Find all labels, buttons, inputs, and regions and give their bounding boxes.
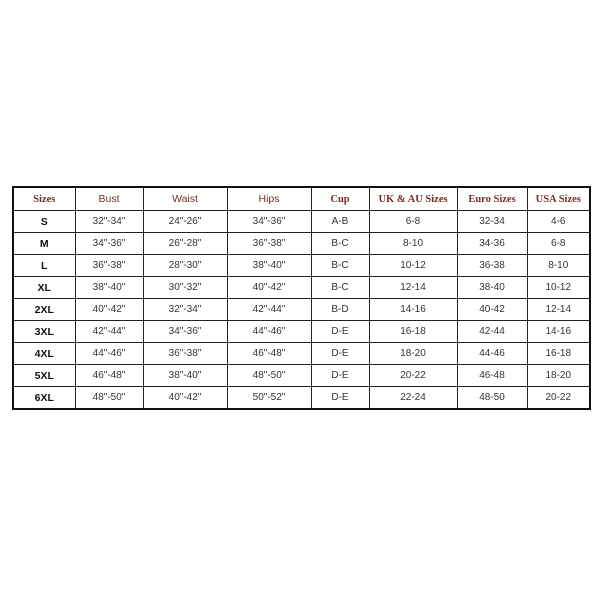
waist-cell: 30"-32" — [143, 277, 227, 299]
uk-au-size-cell: 8-10 — [369, 233, 457, 255]
usa-size-cell: 14-16 — [527, 321, 590, 343]
size-cell: XL — [13, 277, 75, 299]
cup-cell: B-C — [311, 277, 369, 299]
table-row — [13, 299, 590, 321]
table-row — [13, 277, 590, 299]
waist-cell: 26"-28" — [143, 233, 227, 255]
waist-cell: 38"-40" — [143, 365, 227, 387]
size-cell: M — [13, 233, 75, 255]
euro-size-cell: 46-48 — [457, 365, 527, 387]
uk-au-size-cell: 22-24 — [369, 387, 457, 410]
bust-cell: 48"-50" — [75, 387, 143, 410]
hips-cell: 42"-44" — [227, 299, 311, 321]
size-cell: L — [13, 255, 75, 277]
hips-cell: 50"-52" — [227, 387, 311, 410]
usa-size-cell: 4-6 — [527, 211, 590, 233]
usa-size-cell: 16-18 — [527, 343, 590, 365]
cup-cell: A-B — [311, 211, 369, 233]
uk-au-size-cell: 20-22 — [369, 365, 457, 387]
euro-size-cell: 36-38 — [457, 255, 527, 277]
usa-size-cell: 6-8 — [527, 233, 590, 255]
column-header-euro-sizes: Euro Sizes — [457, 187, 527, 211]
euro-size-cell: 44-46 — [457, 343, 527, 365]
table-row — [13, 365, 590, 387]
table-row — [13, 387, 590, 410]
table-row — [13, 321, 590, 343]
bust-cell: 36"-38" — [75, 255, 143, 277]
hips-cell: 48"-50" — [227, 365, 311, 387]
cup-cell: D-E — [311, 343, 369, 365]
table-body — [13, 211, 590, 410]
euro-size-cell: 32-34 — [457, 211, 527, 233]
column-header-usa-sizes: USA Sizes — [527, 187, 590, 211]
waist-cell: 32"-34" — [143, 299, 227, 321]
size-cell: 6XL — [13, 387, 75, 410]
hips-cell: 46"-48" — [227, 343, 311, 365]
size-chart-table — [12, 186, 591, 410]
euro-size-cell: 38-40 — [457, 277, 527, 299]
column-header-hips: Hips — [227, 187, 311, 211]
bust-cell: 34"-36" — [75, 233, 143, 255]
table-header — [13, 187, 590, 211]
hips-cell: 40"-42" — [227, 277, 311, 299]
uk-au-size-cell: 16-18 — [369, 321, 457, 343]
table-row — [13, 211, 590, 233]
usa-size-cell: 12-14 — [527, 299, 590, 321]
cup-cell: D-E — [311, 387, 369, 410]
usa-size-cell: 10-12 — [527, 277, 590, 299]
euro-size-cell: 48-50 — [457, 387, 527, 410]
table-row — [13, 233, 590, 255]
column-header-sizes: Sizes — [13, 187, 75, 211]
cup-cell: B-C — [311, 233, 369, 255]
size-cell: 5XL — [13, 365, 75, 387]
column-header-cup: Cup — [311, 187, 369, 211]
usa-size-cell: 20-22 — [527, 387, 590, 410]
waist-cell: 24"-26" — [143, 211, 227, 233]
waist-cell: 28"-30" — [143, 255, 227, 277]
header-row — [13, 187, 590, 211]
waist-cell: 34"-36" — [143, 321, 227, 343]
cup-cell: D-E — [311, 365, 369, 387]
usa-size-cell: 18-20 — [527, 365, 590, 387]
bust-cell: 32"-34" — [75, 211, 143, 233]
bust-cell: 38"-40" — [75, 277, 143, 299]
uk-au-size-cell: 14-16 — [369, 299, 457, 321]
waist-cell: 40"-42" — [143, 387, 227, 410]
cup-cell: B-D — [311, 299, 369, 321]
usa-size-cell: 8-10 — [527, 255, 590, 277]
bust-cell: 46"-48" — [75, 365, 143, 387]
euro-size-cell: 40-42 — [457, 299, 527, 321]
cup-cell: B-C — [311, 255, 369, 277]
hips-cell: 34"-36" — [227, 211, 311, 233]
column-header-waist: Waist — [143, 187, 227, 211]
uk-au-size-cell: 10-12 — [369, 255, 457, 277]
bust-cell: 40"-42" — [75, 299, 143, 321]
size-cell: 2XL — [13, 299, 75, 321]
cup-cell: D-E — [311, 321, 369, 343]
uk-au-size-cell: 12-14 — [369, 277, 457, 299]
hips-cell: 38"-40" — [227, 255, 311, 277]
euro-size-cell: 34-36 — [457, 233, 527, 255]
bust-cell: 44"-46" — [75, 343, 143, 365]
hips-cell: 44"-46" — [227, 321, 311, 343]
waist-cell: 36"-38" — [143, 343, 227, 365]
hips-cell: 36"-38" — [227, 233, 311, 255]
size-cell: 3XL — [13, 321, 75, 343]
euro-size-cell: 42-44 — [457, 321, 527, 343]
size-cell: 4XL — [13, 343, 75, 365]
bust-cell: 42"-44" — [75, 321, 143, 343]
column-header-bust: Bust — [75, 187, 143, 211]
size-cell: S — [13, 211, 75, 233]
table-row — [13, 343, 590, 365]
uk-au-size-cell: 18-20 — [369, 343, 457, 365]
column-header-uk-au-sizes: UK & AU Sizes — [369, 187, 457, 211]
uk-au-size-cell: 6-8 — [369, 211, 457, 233]
table-row — [13, 255, 590, 277]
